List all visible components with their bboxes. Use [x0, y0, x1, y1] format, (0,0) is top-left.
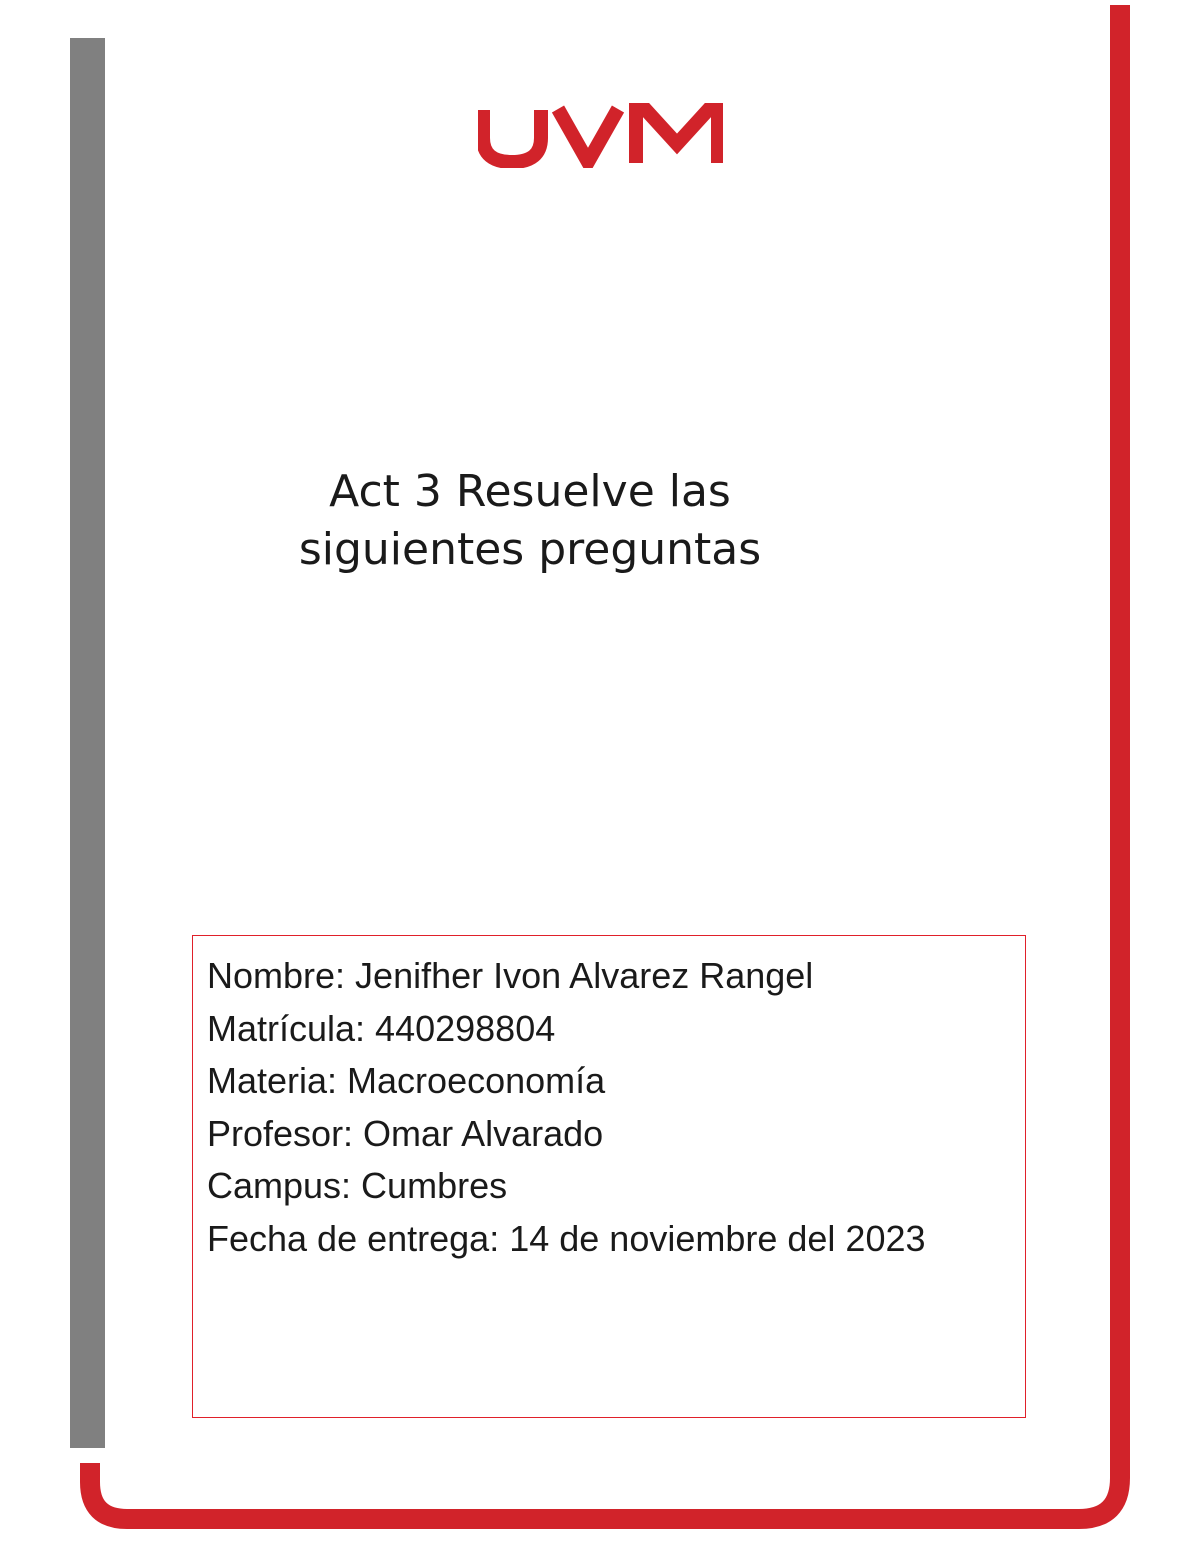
title-line-2: siguientes preguntas: [298, 524, 762, 575]
title-line-1: Act 3 Resuelve las: [329, 466, 731, 517]
subject: Materia: Macroeconomía: [207, 1060, 606, 1101]
document-title: [190, 463, 870, 579]
uvm-logo: [478, 100, 723, 168]
due-date: Fecha de entrega: 14 de noviembre del 2023: [207, 1217, 926, 1259]
campus: Campus: Cumbres: [207, 1165, 508, 1206]
professor: Profesor: Omar Alvarado: [207, 1112, 604, 1154]
student-name: Nombre: Jenifher Ivon Alvarez Rangel: [207, 955, 814, 996]
student-id: Matrícula: 440298804: [207, 1007, 556, 1049]
student-info-box: [192, 935, 1026, 1418]
